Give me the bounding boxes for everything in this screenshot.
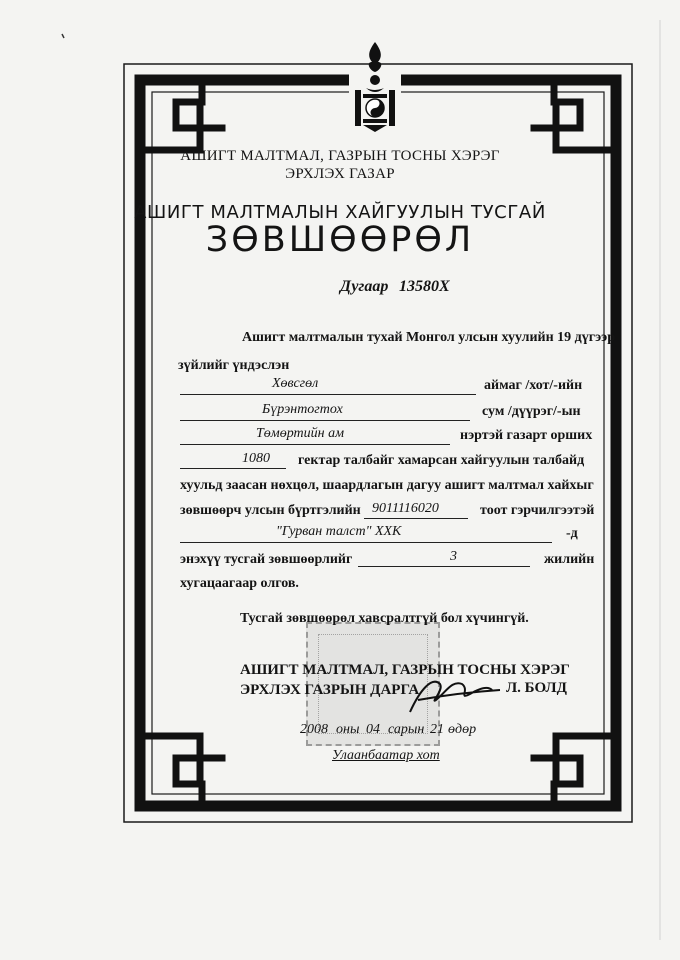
sum-underline [180,420,470,421]
duration-underline [358,566,530,567]
aimag-label: аймаг /хот/-ийн [484,378,583,393]
place-underline [180,444,450,445]
soyombo-emblem [349,42,401,132]
corner-ornament-bottom-right [534,736,610,800]
corner-ornament-top-right [534,86,610,150]
area-value: 1080 [242,451,270,466]
date-day: 21 [430,722,444,737]
date-year-label: оны [336,722,360,737]
date-year: 2008 [300,722,328,737]
date-month: 04 [366,722,380,737]
validity-notice: Тусгай зөвшөөрөл хавсралтгүй бол хүчингүй. [240,611,529,626]
license-title: ЗӨВШӨӨРӨЛ [205,220,475,260]
intro-line1: Ашигт малтмалын тухай Монгол улсын хуулийн 19 дүгээр [242,330,616,345]
intro-line2: зүйлийг үндэслэн [178,358,290,373]
signatory-name: Л. БОЛД [506,680,567,696]
aimag-value: Хөвсгөл [272,376,319,391]
license-number-value: 13580X [399,278,450,295]
aimag-underline [180,394,476,395]
place-value: Төмөртийн ам [256,426,345,441]
date-month-label: сарын [388,722,425,737]
sum-value: Бүрэнтогтох [262,402,343,417]
date-day-label: өдөр [448,722,477,737]
place-label: нэртэй газарт орших [460,428,593,443]
company-value: "Гурван талст" ХХК [276,524,402,539]
corner-ornament-top-left [146,86,222,150]
registry-suffix: тоот гэрчилгээтэй [480,503,595,518]
company-underline [180,542,552,543]
authority-name-line1: АШИГТ МАЛТМАЛ, ГАЗРЫН ТОСНЫ ХЭРЭГ [180,148,500,164]
duration-suffix: жилийн [544,552,595,567]
license-type: АШИГТ МАЛТМАЛЫН ХАЙГУУЛЫН ТУСГАЙ [134,202,546,223]
area-underline [180,468,286,469]
terms-line: хуульд заасан нөхцөл, шаардлагын дагуу ашигт малтмал хайхыг [180,478,594,493]
authority-name-line2: ЭРХЛЭХ ГАЗАР [285,166,395,182]
granted-line: хугацаагаар олгов. [180,576,299,591]
registry-label: зөвшөөрч улсын бүртгэлийн [180,503,361,518]
duration-label: энэхүү тусгай зөвшөөрлийг [180,552,353,567]
company-suffix: -д [566,526,578,541]
sum-label: сум /дүүрэг/-ын [482,404,581,419]
registry-value: 9011116020 [372,501,439,516]
signatory-title-line1: АШИГТ МАЛТМАЛ, ГАЗРЫН ТОСНЫ ХЭРЭГ [240,662,570,678]
issue-place: Улаанбаатар хот [332,748,440,763]
area-label: гектар талбайг хамарсан хайгуулын талбайд [298,453,585,468]
signatory-title-line2: ЭРХЛЭХ ГАЗРЫН ДАРГА [240,682,420,698]
license-number-label: Дугаар [340,278,389,295]
corner-ornament-bottom-left [146,736,222,800]
registry-underline [364,518,468,519]
duration-value: 3 [450,549,457,564]
